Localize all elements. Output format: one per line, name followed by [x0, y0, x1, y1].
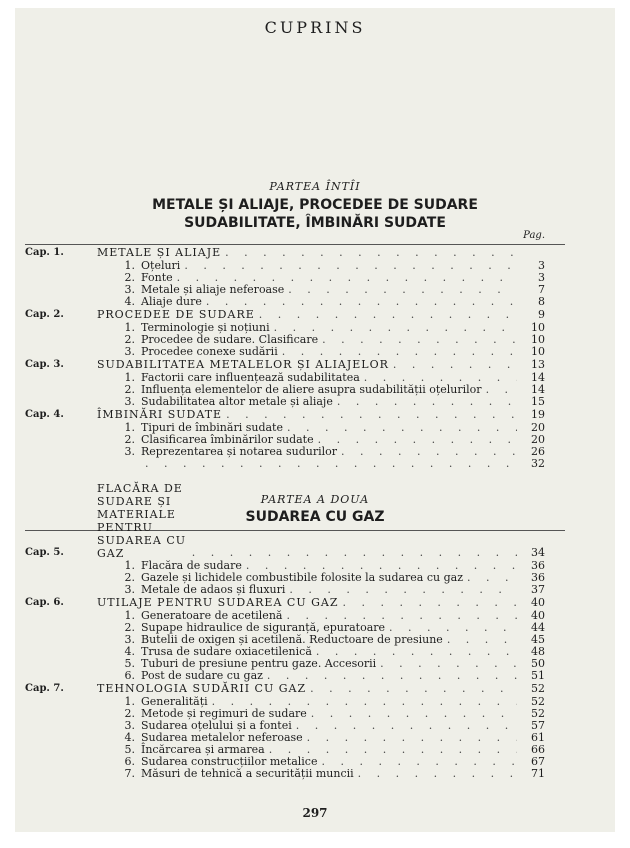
page-ref: 20	[531, 433, 545, 446]
page-ref: 20	[531, 421, 545, 434]
chapter-title: FLACĂRA DE SUDARE ȘI MATERIALE PENTRU SUDAREA CU GAZ	[97, 482, 187, 560]
page-ref: 36	[531, 559, 545, 572]
dot-leader	[202, 296, 517, 308]
section-title: Supape hidraulice de siguranță, epuratoare	[141, 621, 386, 634]
page-ref: 13	[531, 358, 545, 371]
page-ref: 14	[531, 383, 545, 396]
dot-leader	[389, 358, 517, 372]
page-ref: 52	[531, 695, 545, 708]
section-number: 5.	[124, 743, 135, 756]
page-ref: 40	[531, 609, 545, 622]
section-title: Sudarea oțelului și a fontei	[141, 719, 292, 732]
toc-section-row	[25, 284, 545, 296]
section-number: 2.	[124, 621, 135, 634]
section-number: 2.	[124, 383, 135, 396]
page-ref: 52	[531, 682, 545, 695]
part1-title	[35, 196, 595, 232]
toc-section-row	[25, 396, 545, 408]
dot-leader	[221, 246, 517, 260]
section-number: 6.	[124, 755, 135, 768]
section-number: 2.	[124, 333, 135, 346]
section-title: Sudarea metalelor neferoase	[141, 731, 303, 744]
section-title: Aliaje dure	[141, 295, 202, 308]
toc-section-row	[25, 670, 545, 682]
section-title: Generatoare de acetilenă	[141, 609, 283, 622]
section-title: Trusa de sudare oxiacetilenică	[141, 645, 312, 658]
dot-leader	[222, 408, 517, 422]
dot-leader	[303, 732, 517, 744]
page-ref: 26	[531, 445, 545, 458]
section-number: 1.	[124, 609, 135, 622]
section-number: 1.	[124, 321, 135, 334]
section-title: Procedee de sudare. Clasificare	[141, 333, 319, 346]
page-ref: 32	[531, 457, 545, 470]
section-number: 1.	[124, 559, 135, 572]
part1-title-line2: SUDABILITATE, ÎMBINĂRI SUDATE	[184, 215, 446, 231]
page-ref: 52	[531, 707, 545, 720]
page-ref: 34	[531, 546, 545, 559]
section-number: 4.	[124, 645, 135, 658]
section-title: Fonte	[141, 271, 173, 284]
section-number: 2.	[124, 433, 135, 446]
section-title: Flacăra de sudare	[141, 559, 242, 572]
toc-section-row	[25, 584, 545, 596]
page-ref: 40	[531, 596, 545, 609]
page-ref: 3	[538, 259, 545, 272]
dot-leader	[376, 658, 517, 670]
section-title: Gazele și lichidele combustibile folosite la sudarea cu gaz	[141, 571, 464, 584]
pag-column-label: Pag.	[523, 230, 545, 241]
section-title: Clasificarea îmbinărilor sudate	[141, 433, 314, 446]
dot-leader	[278, 346, 517, 358]
page-ref: 7	[538, 283, 545, 296]
dot-leader	[284, 284, 517, 296]
page-ref: 71	[531, 767, 545, 780]
section-number: 1.	[124, 421, 135, 434]
toc-chapter-row	[25, 358, 545, 372]
section-number: 2.	[124, 707, 135, 720]
section-title: Post de sudare cu gaz	[141, 669, 263, 682]
toc-part1	[25, 246, 545, 470]
page-ref: 10	[531, 321, 545, 334]
page-ref: 9	[538, 308, 545, 321]
section-title: Tuburi de presiune pentru gaze. Accesorii	[141, 657, 377, 670]
section-title: Influența elementelor de aliere asupra sudabilității oțelurilor	[141, 383, 482, 396]
section-number: 3.	[124, 283, 135, 296]
section-title: Generalități	[141, 695, 208, 708]
chapter-number: Cap. 2.	[25, 309, 64, 320]
toc-chapter-row	[25, 682, 545, 696]
chapter-title: SUDABILITATEA METALELOR ȘI ALIAJELOR	[97, 358, 389, 371]
toc-chapter-row	[25, 408, 545, 422]
book-page	[15, 8, 615, 832]
dot-leader	[314, 434, 517, 446]
section-number: 1.	[124, 371, 135, 384]
section-number: 4.	[124, 731, 135, 744]
part2-title: SUDAREA CU GAZ	[245, 509, 385, 525]
part1-label: PARTEA ÎNTÎI	[269, 180, 361, 193]
toc-section-row	[25, 346, 545, 358]
section-number: 3.	[124, 395, 135, 408]
page-ref: 66	[531, 743, 545, 756]
dot-leader	[338, 596, 517, 610]
section-number: 1.	[124, 259, 135, 272]
part2-label: PARTEA A DOUA	[260, 493, 370, 506]
page-title: CUPRINS	[264, 18, 366, 37]
section-number: 5.	[124, 657, 135, 670]
dot-leader	[292, 720, 517, 732]
page-ref: 19	[531, 408, 545, 421]
section-title: Factorii care influențează sudabilitatea	[141, 371, 360, 384]
page-ref: 50	[531, 657, 545, 670]
page-ref: 67	[531, 755, 545, 768]
dot-leader	[255, 308, 517, 322]
toc-section-row	[25, 658, 545, 670]
section-title: Procedee conexe sudării	[141, 345, 278, 358]
toc-section-row	[25, 272, 545, 284]
dot-leader	[180, 260, 517, 272]
toc-section-row	[25, 458, 545, 470]
chapter-title: PROCEDEE DE SUDARE	[97, 308, 255, 321]
toc-section-row	[25, 334, 545, 346]
page-ref: 10	[531, 333, 545, 346]
dot-leader	[306, 682, 517, 696]
dot-leader	[443, 634, 517, 646]
toc-section-row	[25, 260, 545, 272]
dot-leader	[283, 422, 517, 434]
dot-leader	[482, 384, 517, 396]
chapter-number: Cap. 3.	[25, 359, 64, 370]
page-ref: 44	[531, 621, 545, 634]
section-title: Reprezentarea și notarea sudurilor	[141, 445, 337, 458]
page-ref: 37	[531, 583, 545, 596]
page-ref: 36	[531, 571, 545, 584]
section-number: 3.	[124, 345, 135, 358]
section-title: Metale de adaos și fluxuri	[141, 583, 286, 596]
toc-section-row	[25, 768, 545, 780]
page-ref: 10	[531, 345, 545, 358]
chapter-title: METALE ȘI ALIAJE	[97, 246, 222, 259]
chapter-number: Cap. 1.	[25, 247, 64, 258]
section-number: 3.	[124, 445, 135, 458]
dot-leader	[354, 768, 517, 780]
toc-section-row	[25, 296, 545, 308]
toc-section-row	[25, 572, 545, 584]
page-ref: 8	[538, 295, 545, 308]
chapter-number: Cap. 4.	[25, 409, 64, 420]
chapter-title: TEHNOLOGIA SUDĂRII CU GAZ	[97, 682, 307, 695]
dot-leader	[285, 584, 517, 596]
dot-leader	[141, 458, 517, 470]
toc-chapter-row	[25, 308, 545, 322]
dot-leader	[333, 396, 517, 408]
toc-section-row	[25, 446, 545, 458]
section-number: 7.	[124, 767, 135, 780]
page-ref: 57	[531, 719, 545, 732]
page-ref: 3	[538, 271, 545, 284]
part1-title-line1: METALE ȘI ALIAJE, PROCEDEE DE SUDARE	[152, 197, 478, 213]
dot-leader	[337, 446, 517, 458]
chapter-number: Cap. 7.	[25, 683, 64, 694]
section-number: 4.	[124, 295, 135, 308]
section-number: 2.	[124, 271, 135, 284]
dot-leader	[318, 334, 517, 346]
section-number: 3.	[124, 719, 135, 732]
section-number: 1.	[124, 695, 135, 708]
section-title: Oțeluri	[141, 259, 181, 272]
dot-leader	[263, 670, 517, 682]
page-ref: 15	[531, 395, 545, 408]
section-number: 3.	[124, 583, 135, 596]
page-ref: 45	[531, 633, 545, 646]
toc-chapter-row	[25, 596, 545, 610]
section-number: 6.	[124, 669, 135, 682]
section-title: Măsuri de tehnică a securității muncii	[141, 767, 354, 780]
section-title: Sudabilitatea altor metale și aliaje	[141, 395, 333, 408]
section-title: Tipuri de îmbinări sudate	[141, 421, 283, 434]
section-title: Metode și regimuri de sudare	[141, 707, 307, 720]
section-title: Butelii de oxigen și acetilenă. Reductoare de presiune	[141, 633, 443, 646]
page-ref: 48	[531, 645, 545, 658]
toc-chapter-row	[25, 246, 545, 260]
divider	[25, 244, 565, 245]
dot-leader	[307, 708, 517, 720]
chapter-title: UTILAJE PENTRU SUDAREA CU GAZ	[97, 596, 339, 609]
section-title: Încărcarea și armarea	[141, 743, 265, 756]
section-title: Sudarea construcțiilor metalice	[141, 755, 318, 768]
dot-leader	[463, 572, 517, 584]
toc-section-row	[25, 732, 545, 744]
section-title: Terminologie și noțiuni	[141, 321, 270, 334]
page-number: 297	[302, 806, 328, 820]
section-title: Metale și aliaje neferoase	[141, 283, 285, 296]
chapter-number: Cap. 6.	[25, 597, 64, 608]
page-ref: 61	[531, 731, 545, 744]
section-number: 3.	[124, 633, 135, 646]
dot-leader	[188, 546, 517, 560]
chapter-title: ÎMBINĂRI SUDATE	[97, 408, 223, 421]
page-ref: 51	[531, 669, 545, 682]
page-ref: 14	[531, 371, 545, 384]
section-number: 2.	[124, 571, 135, 584]
chapter-number: Cap. 5.	[25, 547, 64, 558]
